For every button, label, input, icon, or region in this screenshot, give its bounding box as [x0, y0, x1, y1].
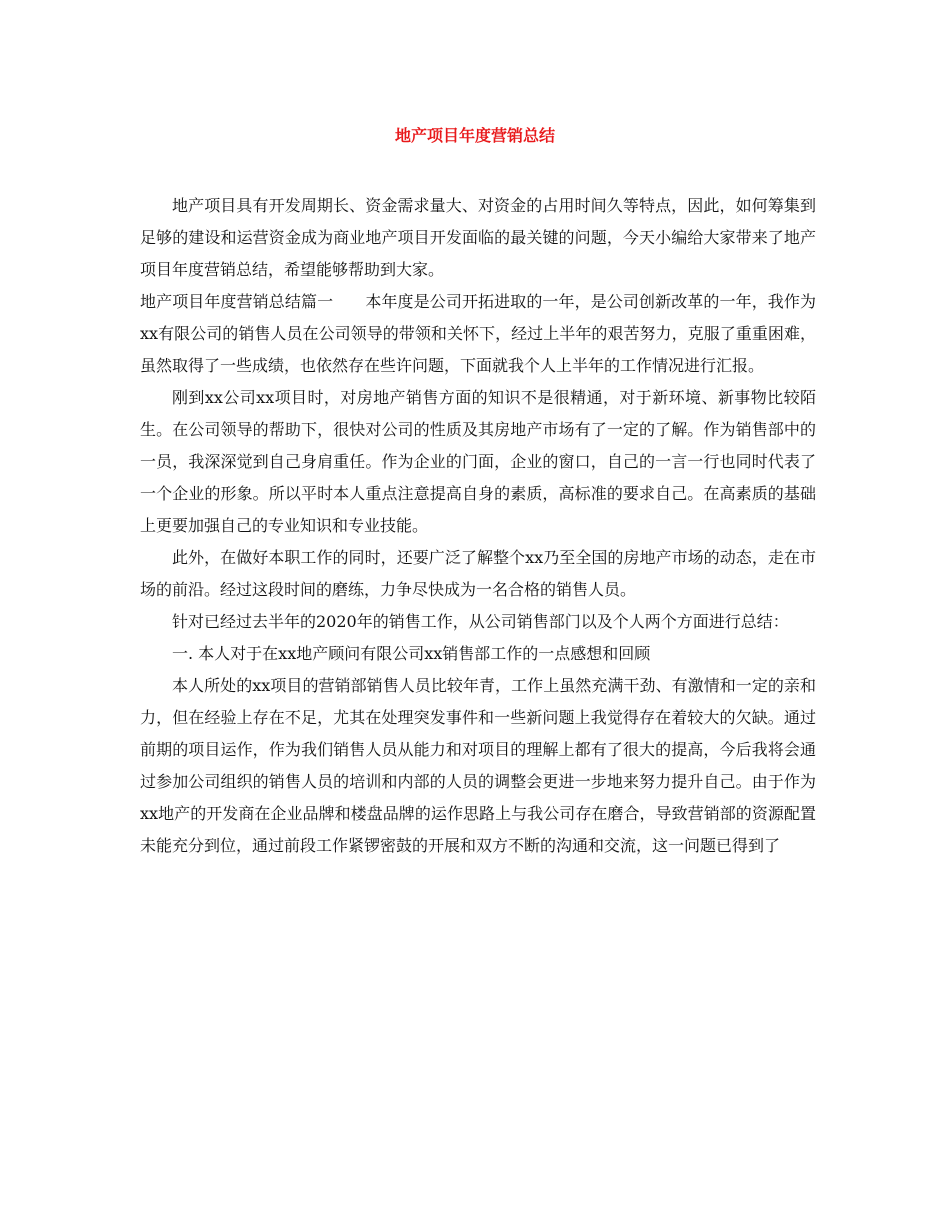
paragraph-arrival: 刚到xx公司xx项目时，对房地产销售方面的知识不是很精通，对于新环境、新事物比较陌生。在公司领导的帮助下，很快对公司的性质及其房地产市场有了一定的了解。作为销售部中的一员，我深深觉到自己身肩重任。作为企业的门面，企业的窗口，自己的一言一行也同时代表了一个企业的形象。所以平时本人重点注意提高自身的素质，高标准的要求自己。在高素质的基础上更要加强自己的专业知识和专业技能。: [140, 388, 816, 535]
paragraph-summary-intro: 针对已经过去半年的2020年的销售工作，从公司销售部门以及个人两个方面进行总结：: [172, 612, 789, 631]
paragraph-section-one-start: 地产项目年度营销总结篇一 本年度是公司开拓进取的一年，是公司创新改革的一年，我作为xx有限公司的销售人员在公司领导的带领和关怀下，经过上半年的艰苦努力，克服了重重困难，虽然取得了一些成绩，也依然存在些许问题，下面就我个人上半年的工作情况进行汇报。: [140, 292, 816, 375]
paragraph-market-awareness: 此外，在做好本职工作的同时，还要广泛了解整个xx乃至全国的房地产市场的动态，走在市场的前沿。经过这段时间的磨练，力争尽快成为一名合格的销售人员。: [140, 548, 816, 599]
paragraph-team-review: 本人所处的xx项目的营销部销售人员比较年青，工作上虽然充满干劲、有激情和一定的亲和力，但在经验上存在不足，尤其在处理突发事件和一些新问题上我觉得存在着较大的欠缺。通过前期的项目运作，作为我们销售人员从能力和对项目的理解上都有了很大的提高，今后我将会通过参加公司组织的销售人员的培训和内部的人员的调整会更进一步地来努力提升自己。由于作为xx地产的开发商在企业品牌和楼盘品牌的运作思路上与我公司存在磨合，导致营销部的资源配置未能充分到位，通过前段工作紧锣密鼓的开展和双方不断的沟通和交流，这一问题已得到了: [140, 676, 816, 855]
document-title: 地产项目年度营销总结: [394, 126, 555, 145]
paragraph-intro: 地产项目具有开发周期长、资金需求量大、对资金的占用时间久等特点，因此，如何筹集到足够的建设和运营资金成为商业地产项目开发面临的最关键的问题，今天小编给大家带来了地产项目年度营销总结，希望能够帮助到大家。: [140, 196, 816, 279]
section-heading-one: 一. 本人对于在xx地产顾问有限公司xx销售部工作的一点感想和回顾: [172, 644, 651, 663]
document-body: [140, 190, 816, 862]
